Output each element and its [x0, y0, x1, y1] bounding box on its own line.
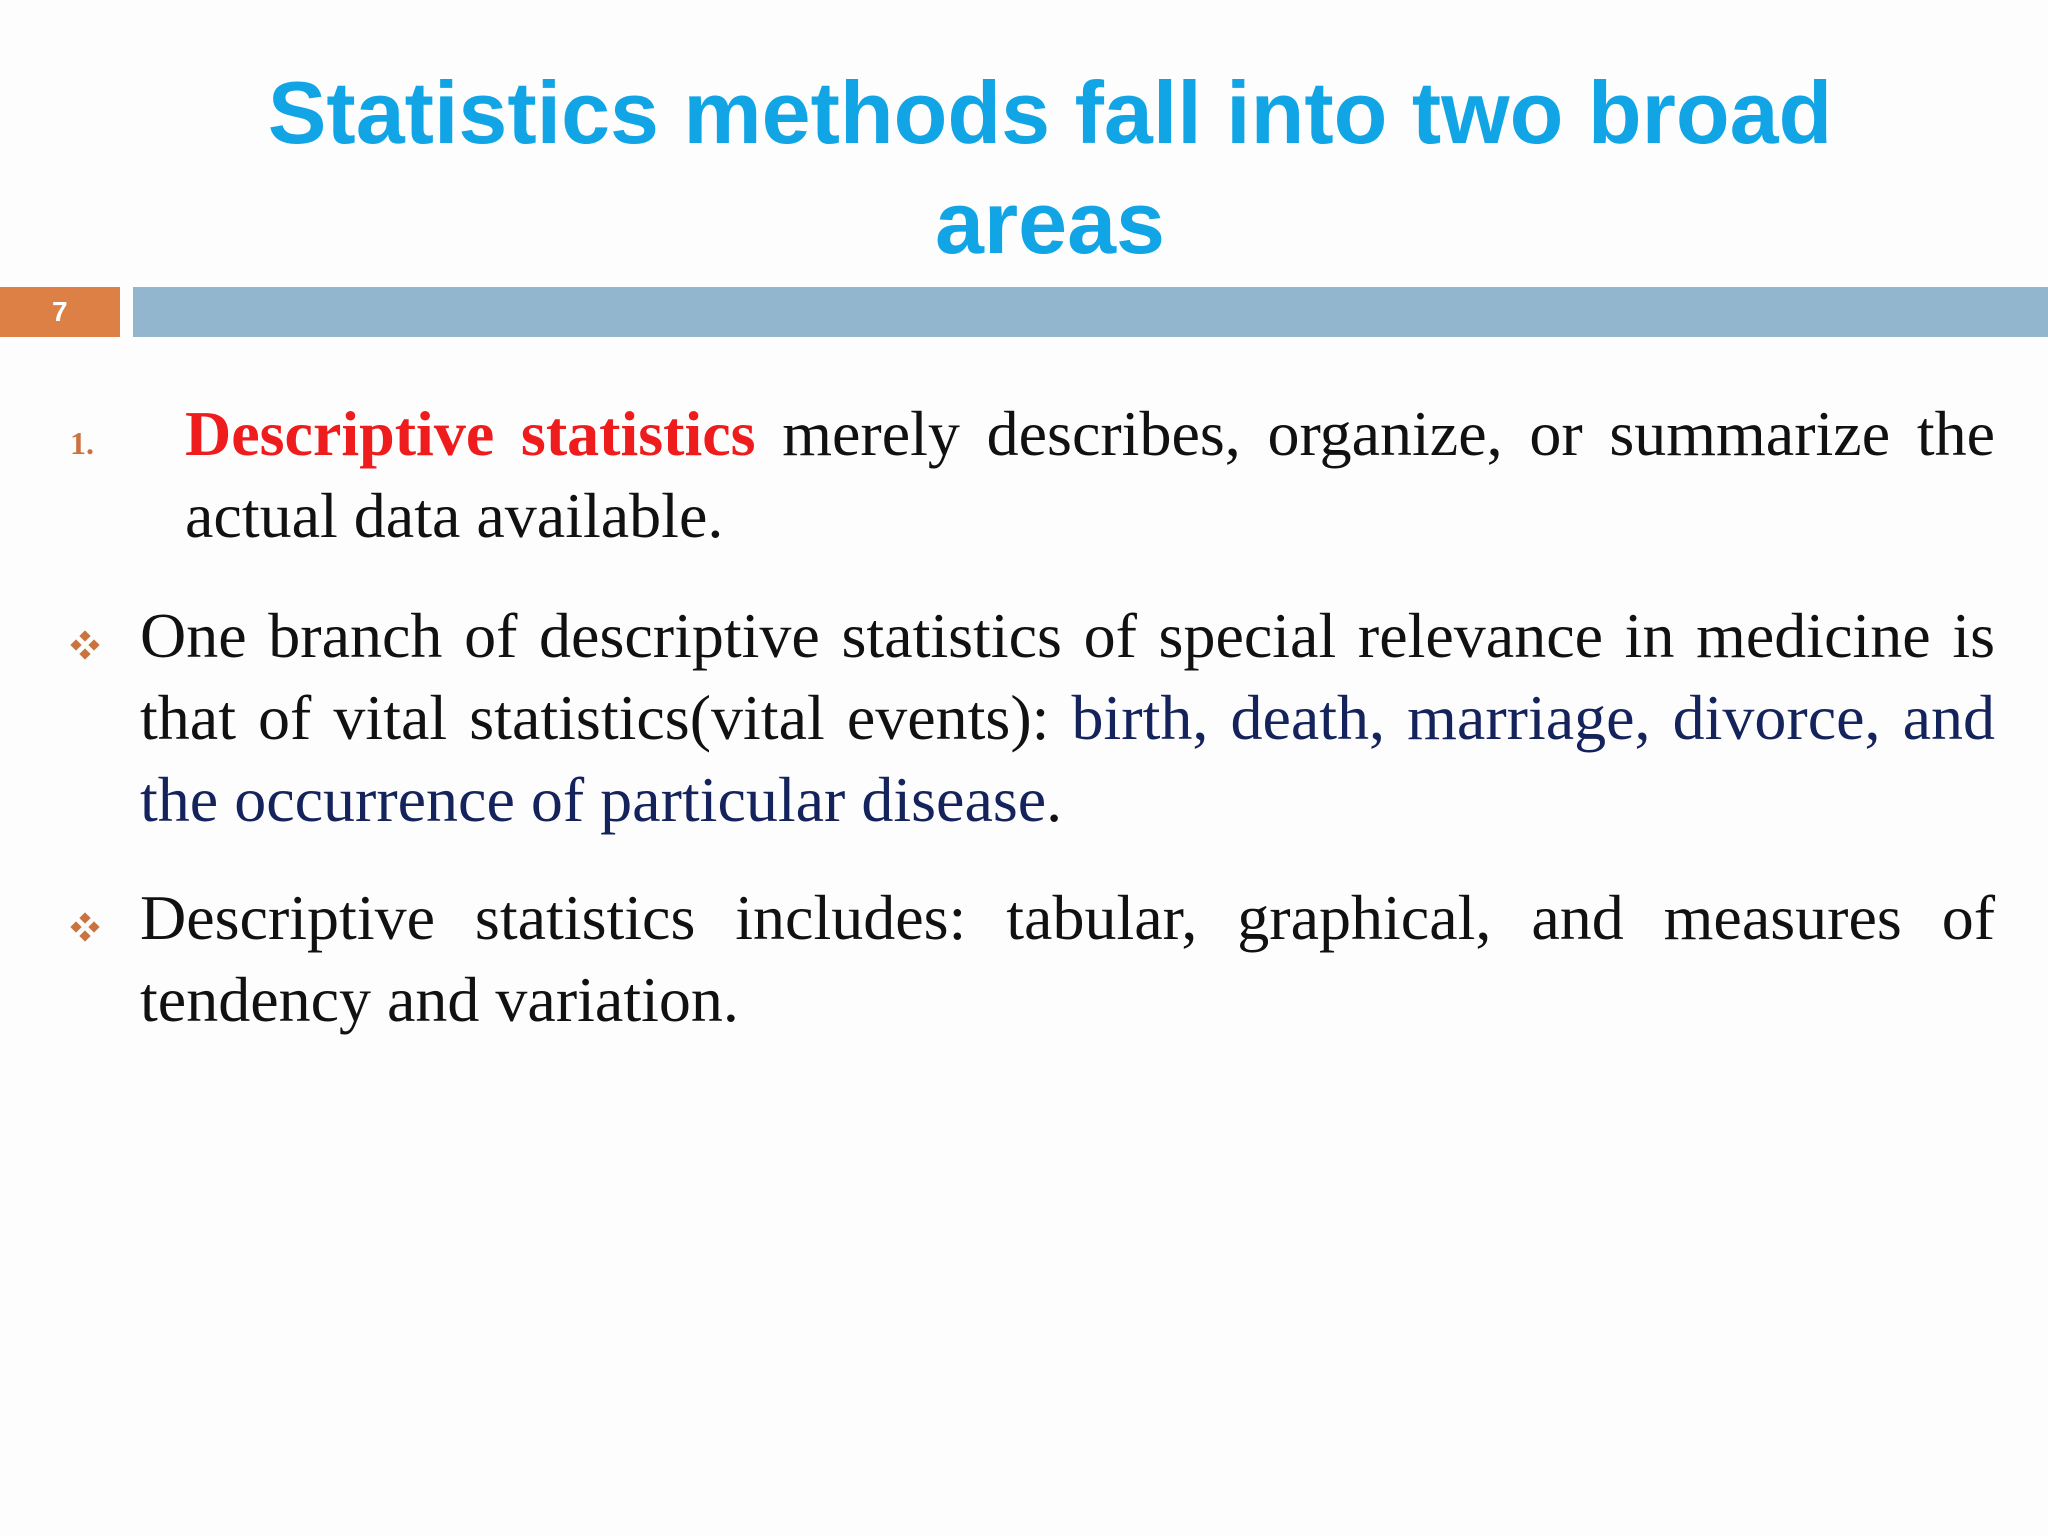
term-descriptive-statistics: Descriptive statistics [185, 398, 756, 469]
slide-number: 7 [0, 287, 120, 337]
descriptive-includes-text: Descriptive statistics includes: tabular, graphical, and measures of tendency and variation. [140, 882, 1995, 1035]
header-divider-bar [133, 287, 2048, 337]
diamond-bullet-icon [70, 912, 100, 942]
slide-title [240, 58, 1860, 278]
diamond-bullet-icon [70, 630, 100, 660]
list-item-vital-statistics [140, 595, 1995, 841]
vital-statistics-text: One branch of descriptive statistics of special relevance in medicine is that of vital statistics(vital events): [140, 600, 1995, 753]
list-item-descriptive-includes [140, 877, 1995, 1041]
vital-statistics-end: . [1046, 764, 1063, 835]
list-item-descriptive-statistics [185, 393, 1995, 557]
definition-text: merely describes, organize, or summarize the actual data available. [185, 398, 1996, 551]
slide-title-line-2: areas [934, 173, 1165, 272]
vital-events-examples: birth, death, marriage, divorce, and the occurrence of particular disease [140, 682, 1996, 835]
slide-title-line-1: Statistics methods fall into two broad [267, 63, 1833, 162]
list-number-marker: 1. [70, 425, 94, 461]
